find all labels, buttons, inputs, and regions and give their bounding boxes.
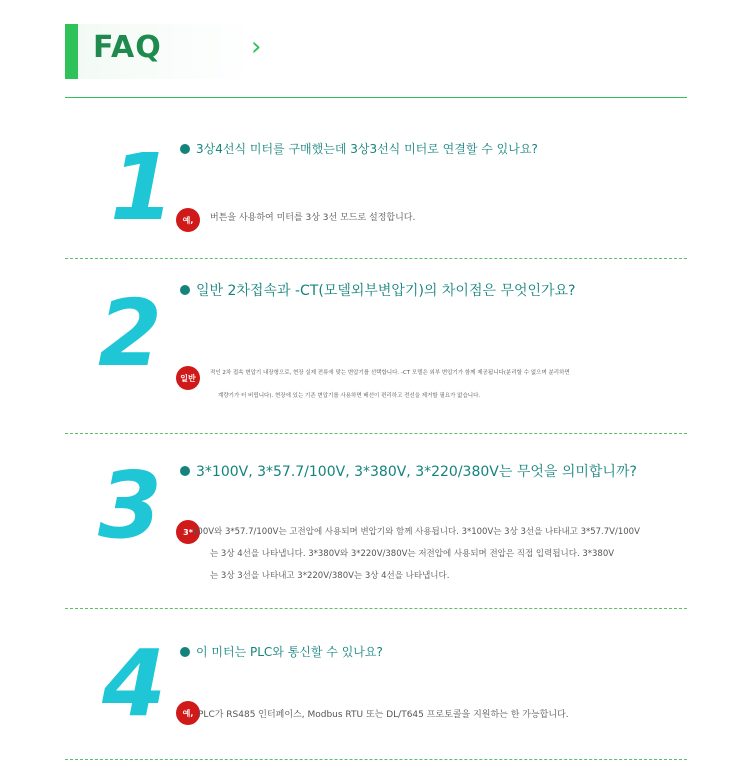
page-title: FAQ xyxy=(93,30,162,65)
faq-number: 2 xyxy=(98,280,163,387)
dashed-divider xyxy=(65,759,687,760)
faq-question xyxy=(180,140,538,157)
faq-answer-line: 계량기가 터 버립니다). 현장에 있는 기존 변압기를 사용하면 배선이 편리하고 전선을 제거할 필요가 없습니다. xyxy=(218,393,481,399)
faq-number: 3 xyxy=(98,452,163,559)
bullet-icon xyxy=(180,144,190,154)
faq-question xyxy=(180,461,637,481)
faq-answer-line: 는 3상 3선을 나타내고 3*220V/380V는 3상 4선을 나타냅니다. xyxy=(210,571,450,581)
faq-answer-line: 버튼을 사용하여 미터를 3상 3선 모드로 설정합니다. xyxy=(210,213,416,223)
answer-badge: 예, xyxy=(176,208,200,232)
faq-number: 4 xyxy=(102,630,167,737)
answer-badge: 일반 xyxy=(176,366,200,390)
faq-question-text: 3*100V, 3*57.7/100V, 3*380V, 3*220/380V는 무엇을 의미합니까? xyxy=(196,464,637,480)
bullet-icon xyxy=(180,466,190,476)
dashed-divider xyxy=(65,433,687,434)
faq-number: 1 xyxy=(110,134,175,241)
bullet-icon xyxy=(180,647,190,657)
faq-answer-line: PLC가 RS485 인터페이스, Modbus RTU 또는 DL/T645 프로토콜을 지원하는 한 가능합니다. xyxy=(198,710,569,720)
faq-question-text: 3상4선식 미터를 구매했는데 3상3선식 미터로 연결할 수 있나요? xyxy=(196,142,538,156)
faq-answer-line: 는 3상 4선을 나타냅니다. 3*380V와 3*220V/380V는 저전압에 사용되며 전압은 직접 입력됩니다. 3*380V xyxy=(210,549,615,559)
dashed-divider xyxy=(65,608,687,609)
faq-answer-line: 적인 2차 접속 변압기 내장형으로, 현장 실제 전류에 맞는 변압기를 선택합니다. -CT 모델은 외부 변압기가 함께 제공됩니다(분리할 수 없으며 분리하면 xyxy=(210,370,570,376)
dashed-divider xyxy=(65,258,687,259)
bullet-icon xyxy=(180,285,190,295)
chevron-right-icon: › xyxy=(251,32,262,62)
header-accent-bar xyxy=(65,24,78,79)
header-divider xyxy=(65,97,687,98)
faq-header xyxy=(65,24,275,80)
faq-question xyxy=(180,643,383,660)
answer-badge: 예, xyxy=(176,701,200,725)
faq-question xyxy=(180,280,576,300)
faq-answer-line: 100V와 3*57.7/100V는 고전압에 사용되며 변압기와 함께 사용됩니다. 3*100V는 3상 3선을 나타내고 3*57.7V/100V xyxy=(192,527,640,537)
faq-question-text: 이 미터는 PLC와 통신할 수 있나요? xyxy=(196,645,383,659)
faq-question-text: 일반 2차접속과 -CT(모델외부변압기)의 차이점은 무엇인가요? xyxy=(196,283,576,299)
answer-badge: 3* xyxy=(176,520,200,544)
